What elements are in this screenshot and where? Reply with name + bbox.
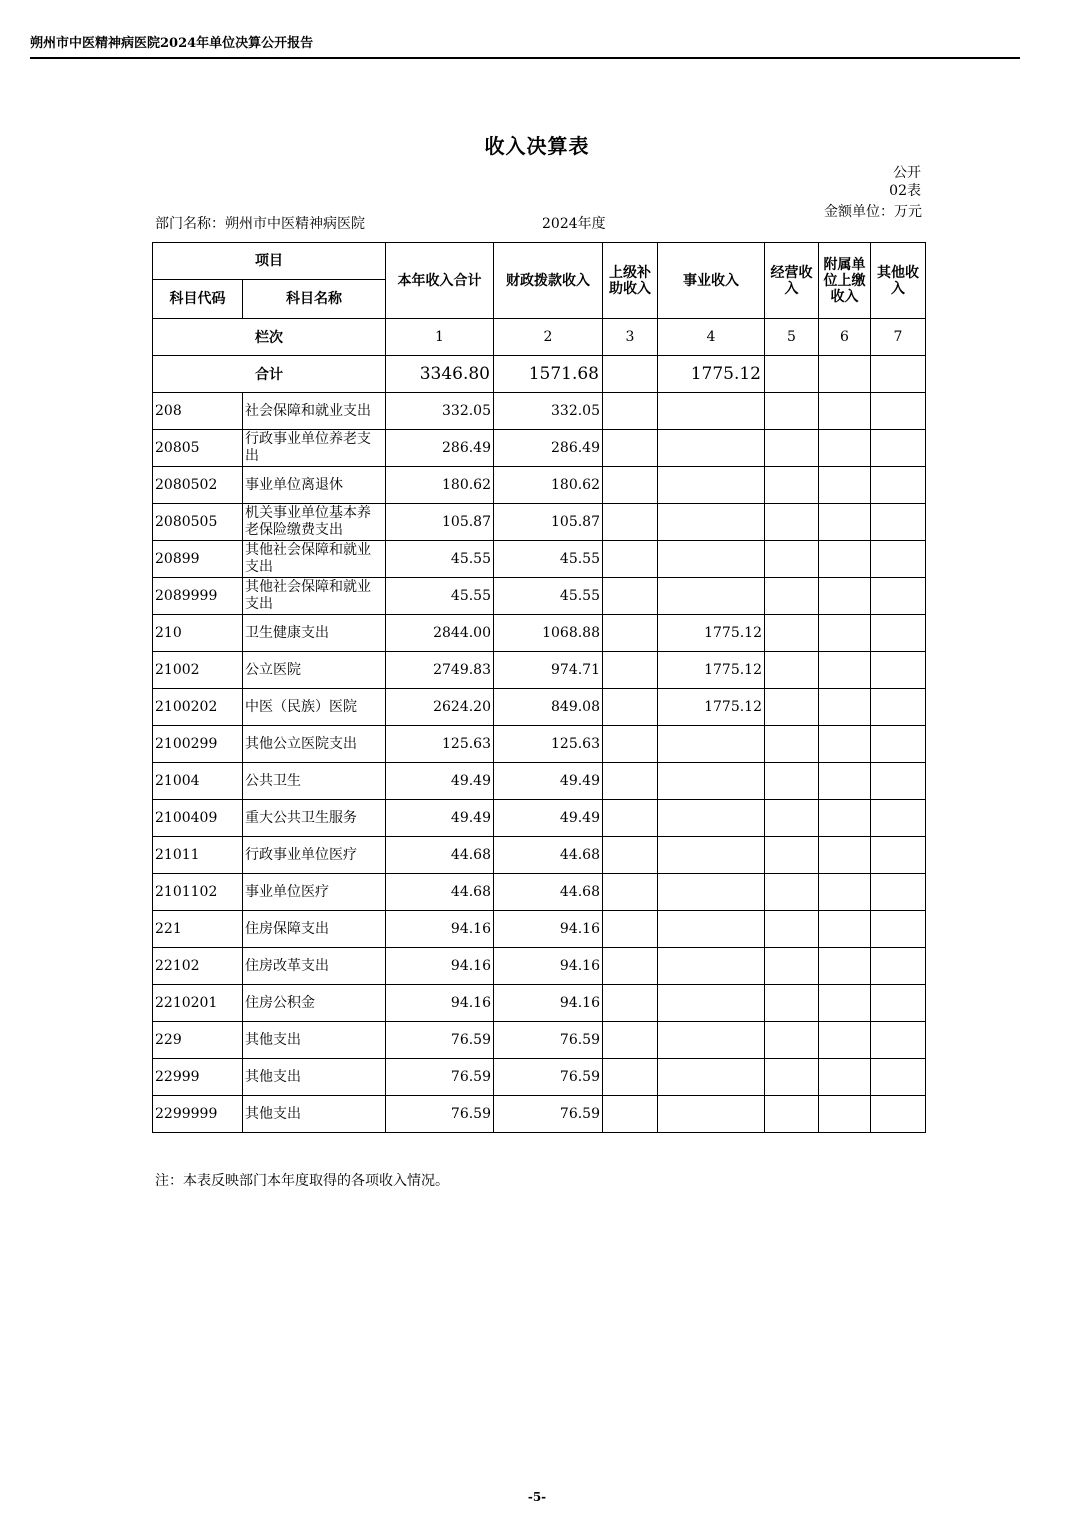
cell-value: [603, 726, 658, 763]
cell-value: [658, 1022, 765, 1059]
subject-name: 机关事业单位基本养老保险缴费支出: [243, 504, 386, 541]
subject-code: 2080502: [153, 467, 243, 504]
table-row: [153, 837, 926, 874]
cell-value: 76.59: [494, 1022, 603, 1059]
cell-value: [819, 985, 871, 1022]
cell-value: [765, 689, 819, 726]
cell-value: 94.16: [494, 985, 603, 1022]
cell-value: [658, 837, 765, 874]
cell-value: 76.59: [494, 1096, 603, 1133]
subject-code: 22999: [153, 1059, 243, 1096]
cell-value: [871, 763, 926, 800]
subject-name: 住房保障支出: [243, 911, 386, 948]
subject-name: 事业单位医疗: [243, 874, 386, 911]
header-c2: 财政拨款收入: [494, 243, 603, 319]
cell-value: [871, 430, 926, 467]
amount-unit: 金额单位：万元: [824, 204, 922, 220]
cell-value: [765, 911, 819, 948]
cell-value: [603, 615, 658, 652]
cell-value: [658, 985, 765, 1022]
cell-value: [658, 1059, 765, 1096]
total-value: 3346.80: [386, 356, 494, 393]
cell-value: 286.49: [386, 430, 494, 467]
lanci-label: 栏次: [153, 319, 386, 356]
cell-value: [871, 1096, 926, 1133]
cell-value: [603, 948, 658, 985]
cell-value: 44.68: [386, 837, 494, 874]
cell-value: [765, 874, 819, 911]
header-project: 项目: [153, 243, 386, 280]
total-value: 1571.68: [494, 356, 603, 393]
cell-value: 76.59: [386, 1022, 494, 1059]
table-row: [153, 541, 926, 578]
cell-value: [603, 837, 658, 874]
total-row: [153, 356, 926, 393]
cell-value: 1775.12: [658, 652, 765, 689]
cell-value: [819, 393, 871, 430]
cell-value: 332.05: [494, 393, 603, 430]
subject-name: 其他社会保障和就业支出: [243, 578, 386, 615]
cell-value: [819, 578, 871, 615]
cell-value: [871, 800, 926, 837]
cell-value: [819, 1022, 871, 1059]
cell-value: [871, 985, 926, 1022]
subject-code: 208: [153, 393, 243, 430]
cell-value: [819, 1096, 871, 1133]
subject-code: 210: [153, 615, 243, 652]
subject-code: 229: [153, 1022, 243, 1059]
subject-name: 社会保障和就业支出: [243, 393, 386, 430]
cell-value: [603, 689, 658, 726]
table-row: [153, 652, 926, 689]
cell-value: [658, 874, 765, 911]
cell-value: 44.68: [386, 874, 494, 911]
cell-value: [658, 393, 765, 430]
subject-code: 21011: [153, 837, 243, 874]
subject-code: 21002: [153, 652, 243, 689]
cell-value: 2749.83: [386, 652, 494, 689]
cell-value: 76.59: [386, 1059, 494, 1096]
cell-value: 94.16: [386, 911, 494, 948]
subject-name: 公共卫生: [243, 763, 386, 800]
table-row: [153, 615, 926, 652]
cell-value: 76.59: [494, 1059, 603, 1096]
table-row: [153, 393, 926, 430]
cell-value: [871, 504, 926, 541]
cell-value: [765, 393, 819, 430]
cell-value: [819, 874, 871, 911]
cell-value: [658, 763, 765, 800]
lanci-num: 5: [765, 319, 819, 356]
table-row: [153, 985, 926, 1022]
cell-value: 45.55: [386, 578, 494, 615]
report-header: 朔州市中医精神病医院2024年单位决算公开报告: [30, 32, 1020, 59]
table-row: [153, 911, 926, 948]
table-row: [153, 1059, 926, 1096]
cell-value: [603, 800, 658, 837]
cell-value: [871, 874, 926, 911]
cell-value: [819, 1059, 871, 1096]
cell-value: [765, 1022, 819, 1059]
cell-value: [603, 911, 658, 948]
cell-value: 94.16: [386, 985, 494, 1022]
table-code: 公开02表: [889, 165, 921, 199]
cell-value: 94.16: [494, 948, 603, 985]
cell-value: [765, 467, 819, 504]
cell-value: [819, 800, 871, 837]
subject-code: 221: [153, 911, 243, 948]
department-name: 部门名称：朔州市中医精神病医院: [155, 216, 365, 232]
table-row: [153, 689, 926, 726]
table-row: [153, 948, 926, 985]
cell-value: [871, 911, 926, 948]
cell-value: 49.49: [494, 763, 603, 800]
table-row: [153, 800, 926, 837]
subject-code: 2100409: [153, 800, 243, 837]
cell-value: [819, 467, 871, 504]
cell-value: 180.62: [386, 467, 494, 504]
cell-value: 125.63: [386, 726, 494, 763]
cell-value: 45.55: [494, 541, 603, 578]
cell-value: 45.55: [386, 541, 494, 578]
cell-value: [871, 393, 926, 430]
header-c7: 其他收入: [871, 243, 926, 319]
cell-value: [819, 837, 871, 874]
subject-name: 行政事业单位医疗: [243, 837, 386, 874]
total-label: 合计: [153, 356, 386, 393]
table-row: [153, 430, 926, 467]
subject-name: 住房改革支出: [243, 948, 386, 985]
header-c1: 本年收入合计: [386, 243, 494, 319]
cell-value: [765, 948, 819, 985]
table-row: [153, 763, 926, 800]
total-value: [871, 356, 926, 393]
cell-value: [603, 578, 658, 615]
cell-value: [871, 1022, 926, 1059]
subject-name: 其他支出: [243, 1096, 386, 1133]
cell-value: [603, 430, 658, 467]
header-c3: 上级补助收入: [603, 243, 658, 319]
cell-value: [819, 615, 871, 652]
cell-value: 49.49: [494, 800, 603, 837]
subject-name: 中医（民族）医院: [243, 689, 386, 726]
subject-code: 22102: [153, 948, 243, 985]
cell-value: [765, 578, 819, 615]
cell-value: [765, 504, 819, 541]
cell-value: [603, 874, 658, 911]
cell-value: [871, 689, 926, 726]
cell-value: [871, 467, 926, 504]
cell-value: [819, 911, 871, 948]
subject-code: 2210201: [153, 985, 243, 1022]
table-title: 收入决算表: [484, 134, 590, 158]
table-row: [153, 578, 926, 615]
cell-value: [765, 1059, 819, 1096]
cell-value: [658, 467, 765, 504]
cell-value: [765, 430, 819, 467]
cell-value: 49.49: [386, 800, 494, 837]
table-row: [153, 504, 926, 541]
cell-value: 332.05: [386, 393, 494, 430]
subject-code: 2299999: [153, 1096, 243, 1133]
table-row: [153, 1096, 926, 1133]
cell-value: 105.87: [494, 504, 603, 541]
cell-value: [603, 1022, 658, 1059]
cell-value: [819, 948, 871, 985]
subject-code: 20899: [153, 541, 243, 578]
total-value: [765, 356, 819, 393]
subject-name: 其他支出: [243, 1022, 386, 1059]
cell-value: 2844.00: [386, 615, 494, 652]
cell-value: [871, 1059, 926, 1096]
cell-value: [658, 726, 765, 763]
cell-value: [819, 541, 871, 578]
total-value: 1775.12: [658, 356, 765, 393]
cell-value: [603, 467, 658, 504]
cell-value: [765, 615, 819, 652]
cell-value: [658, 578, 765, 615]
subject-name: 事业单位离退休: [243, 467, 386, 504]
subject-name: 其他公立医院支出: [243, 726, 386, 763]
cell-value: [765, 1096, 819, 1133]
total-value: [603, 356, 658, 393]
subject-name: 住房公积金: [243, 985, 386, 1022]
lanci-num: 1: [386, 319, 494, 356]
subject-code: 21004: [153, 763, 243, 800]
cell-value: 974.71: [494, 652, 603, 689]
lanci-num: 2: [494, 319, 603, 356]
cell-value: [603, 652, 658, 689]
cell-value: [603, 763, 658, 800]
subject-name: 其他社会保障和就业支出: [243, 541, 386, 578]
cell-value: [819, 689, 871, 726]
header-c6: 附属单位上缴收入: [819, 243, 871, 319]
cell-value: [765, 541, 819, 578]
cell-value: 49.49: [386, 763, 494, 800]
cell-value: 286.49: [494, 430, 603, 467]
subject-code: 20805: [153, 430, 243, 467]
cell-value: [658, 800, 765, 837]
cell-value: [819, 763, 871, 800]
cell-value: 76.59: [386, 1096, 494, 1133]
cell-value: 44.68: [494, 874, 603, 911]
subject-name: 卫生健康支出: [243, 615, 386, 652]
cell-value: [658, 948, 765, 985]
cell-value: [765, 985, 819, 1022]
cell-value: 1068.88: [494, 615, 603, 652]
page-number: -5-: [527, 1490, 547, 1504]
subject-code: 2089999: [153, 578, 243, 615]
cell-value: 1775.12: [658, 689, 765, 726]
table-row: [153, 1022, 926, 1059]
subject-code: 2101102: [153, 874, 243, 911]
cell-value: [765, 726, 819, 763]
cell-value: 2624.20: [386, 689, 494, 726]
cell-value: [658, 541, 765, 578]
cell-value: [603, 1059, 658, 1096]
lanci-num: 4: [658, 319, 765, 356]
cell-value: [603, 504, 658, 541]
cell-value: [765, 837, 819, 874]
cell-value: [871, 615, 926, 652]
lanci-num: 7: [871, 319, 926, 356]
lanci-row: [153, 319, 926, 356]
cell-value: [819, 504, 871, 541]
cell-value: [603, 985, 658, 1022]
header-code: 科目代码: [153, 280, 243, 319]
cell-value: [819, 430, 871, 467]
header-c4: 事业收入: [658, 243, 765, 319]
cell-value: 44.68: [494, 837, 603, 874]
cell-value: [658, 504, 765, 541]
cell-value: [871, 541, 926, 578]
table-row: [153, 874, 926, 911]
subject-code: 2080505: [153, 504, 243, 541]
cell-value: 94.16: [386, 948, 494, 985]
cell-value: [819, 652, 871, 689]
cell-value: [871, 837, 926, 874]
cell-value: [765, 800, 819, 837]
cell-value: 105.87: [386, 504, 494, 541]
income-table: [152, 242, 926, 1133]
cell-value: 94.16: [494, 911, 603, 948]
cell-value: [603, 541, 658, 578]
cell-value: [871, 578, 926, 615]
cell-value: [871, 652, 926, 689]
cell-value: [603, 393, 658, 430]
cell-value: 125.63: [494, 726, 603, 763]
lanci-num: 3: [603, 319, 658, 356]
cell-value: 180.62: [494, 467, 603, 504]
cell-value: 849.08: [494, 689, 603, 726]
total-value: [819, 356, 871, 393]
cell-value: [765, 652, 819, 689]
subject-name: 重大公共卫生服务: [243, 800, 386, 837]
subject-code: 2100299: [153, 726, 243, 763]
lanci-num: 6: [819, 319, 871, 356]
cell-value: [603, 1096, 658, 1133]
cell-value: [765, 763, 819, 800]
subject-name: 行政事业单位养老支出: [243, 430, 386, 467]
table-note: 注：本表反映部门本年度取得的各项收入情况。: [155, 1173, 449, 1189]
cell-value: [871, 726, 926, 763]
header-c5: 经营收入: [765, 243, 819, 319]
table-row: [153, 467, 926, 504]
cell-value: 45.55: [494, 578, 603, 615]
subject-name: 其他支出: [243, 1059, 386, 1096]
subject-name: 公立医院: [243, 652, 386, 689]
header-name: 科目名称: [243, 280, 386, 319]
cell-value: [819, 726, 871, 763]
fiscal-year: 2024年度: [542, 216, 606, 232]
cell-value: [658, 430, 765, 467]
table-row: [153, 726, 926, 763]
cell-value: [658, 911, 765, 948]
cell-value: [871, 948, 926, 985]
subject-code: 2100202: [153, 689, 243, 726]
cell-value: 1775.12: [658, 615, 765, 652]
cell-value: [658, 1096, 765, 1133]
